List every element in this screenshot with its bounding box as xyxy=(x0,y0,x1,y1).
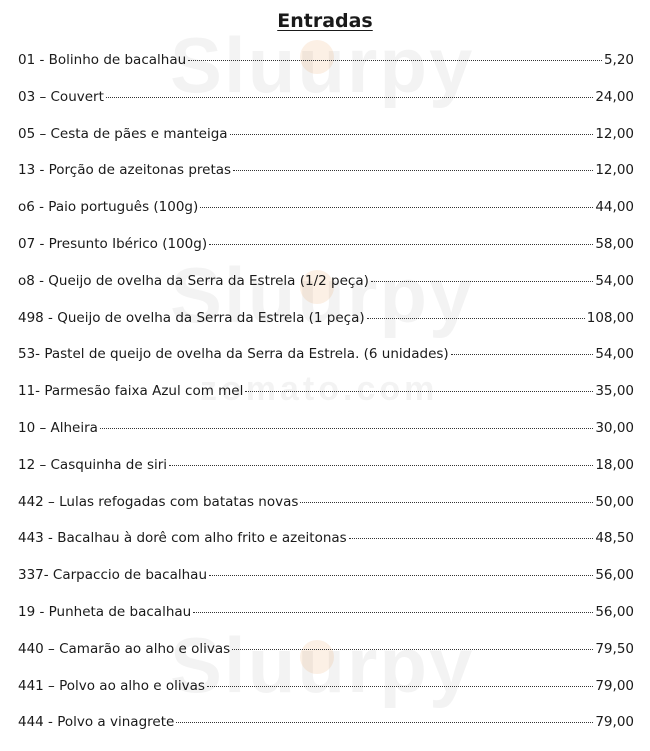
menu-item xyxy=(18,126,634,163)
menu-item-name: 444 - Polvo a vinagrete xyxy=(18,714,175,731)
menu-item-price: 79,00 xyxy=(595,714,634,731)
menu-section-title: Entradas xyxy=(277,10,373,32)
menu-item-name: 442 – Lulas refogadas com batatas novas xyxy=(18,493,299,510)
menu-item-price: 30,00 xyxy=(595,419,634,436)
menu-item-price: 54,00 xyxy=(595,272,634,289)
menu-item-name: 337- Carpaccio de bacalhau xyxy=(18,567,208,584)
menu-item xyxy=(18,89,634,126)
menu-item xyxy=(18,273,634,310)
menu-item-price: 12,00 xyxy=(595,162,634,179)
menu-item-price: 18,00 xyxy=(595,456,634,473)
menu-item xyxy=(18,383,634,420)
dotted-leader xyxy=(106,97,593,98)
dotted-leader xyxy=(230,134,594,135)
menu-item xyxy=(18,199,634,236)
menu-item xyxy=(18,567,634,604)
dotted-leader xyxy=(193,612,593,613)
dotted-leader xyxy=(300,502,593,503)
menu-item xyxy=(18,530,634,567)
dotted-leader xyxy=(367,318,585,319)
menu-item-price: 44,00 xyxy=(595,199,634,216)
menu-item-name: 12 – Casquinha de siri xyxy=(18,456,168,473)
menu-item xyxy=(18,714,634,751)
menu-item xyxy=(18,494,634,531)
menu-item xyxy=(18,236,634,273)
menu-item-price: 56,00 xyxy=(595,567,634,584)
dotted-leader xyxy=(371,281,593,282)
menu-item-name: 13 - Porção de azeitonas pretas xyxy=(18,162,232,179)
dotted-leader xyxy=(233,170,593,171)
dotted-leader xyxy=(209,244,593,245)
menu-item-price: 35,00 xyxy=(595,383,634,400)
menu-item-name: 53- Pastel de queijo de ovelha da Serra da Estrela. (6 unidades) xyxy=(18,346,449,363)
menu-item-price: 54,00 xyxy=(595,346,634,363)
menu-list xyxy=(18,52,634,751)
menu-item-name: 443 - Bacalhau à dorê com alho frito e azeitonas xyxy=(18,530,347,547)
dotted-leader xyxy=(349,538,594,539)
menu-item-name: 11- Parmesão faixa Azul com mel xyxy=(18,383,244,400)
dotted-leader xyxy=(176,722,593,723)
menu-item-price: 108,00 xyxy=(586,309,634,326)
menu-item-name: 05 – Cesta de pães e manteiga xyxy=(18,125,228,142)
dotted-leader xyxy=(232,649,593,650)
menu-item-name: 07 - Presunto Ibérico (100g) xyxy=(18,235,208,252)
menu-item xyxy=(18,641,634,678)
dotted-leader xyxy=(188,60,602,61)
menu-item-name: o6 - Paio português (100g) xyxy=(18,199,199,216)
menu-item-price: 48,50 xyxy=(595,530,634,547)
menu-item xyxy=(18,678,634,715)
menu-item xyxy=(18,310,634,347)
menu-item-price: 5,20 xyxy=(603,52,634,68)
menu-item-name: 19 - Punheta de bacalhau xyxy=(18,603,192,620)
menu-item-price: 50,00 xyxy=(595,493,634,510)
dotted-leader xyxy=(100,428,593,429)
menu-item-price: 79,00 xyxy=(595,677,634,694)
menu-item-price: 58,00 xyxy=(595,235,634,252)
menu-item xyxy=(18,604,634,641)
menu-item xyxy=(18,420,634,457)
menu-item xyxy=(18,457,634,494)
menu-item xyxy=(18,162,634,199)
menu-item-price: 56,00 xyxy=(595,603,634,620)
menu-item-name: 03 – Couvert xyxy=(18,88,104,105)
menu-item-name: 10 – Alheira xyxy=(18,419,98,436)
dotted-leader xyxy=(200,207,593,208)
menu-item-name: 498 - Queijo de ovelha da Serra da Estrela (1 peça) xyxy=(18,309,365,326)
dotted-leader xyxy=(451,354,594,355)
menu-item xyxy=(18,346,634,383)
menu-item-price: 24,00 xyxy=(595,88,634,105)
menu-item-name: o8 - Queijo de ovelha da Serra da Estrela (1/2 peça) xyxy=(18,272,369,289)
menu-item xyxy=(18,52,634,89)
menu-item-name: 441 – Polvo ao alho e olivas xyxy=(18,677,205,694)
dotted-leader xyxy=(207,686,593,687)
menu-item-name: 440 – Camarão ao alho e olivas xyxy=(18,640,231,657)
menu-item-price: 79,50 xyxy=(595,640,634,657)
menu-item-price: 12,00 xyxy=(595,125,634,142)
dotted-leader xyxy=(245,391,593,392)
dotted-leader xyxy=(209,575,593,576)
menu-item-name: 01 - Bolinho de bacalhau xyxy=(18,52,187,68)
dotted-leader xyxy=(169,465,593,466)
